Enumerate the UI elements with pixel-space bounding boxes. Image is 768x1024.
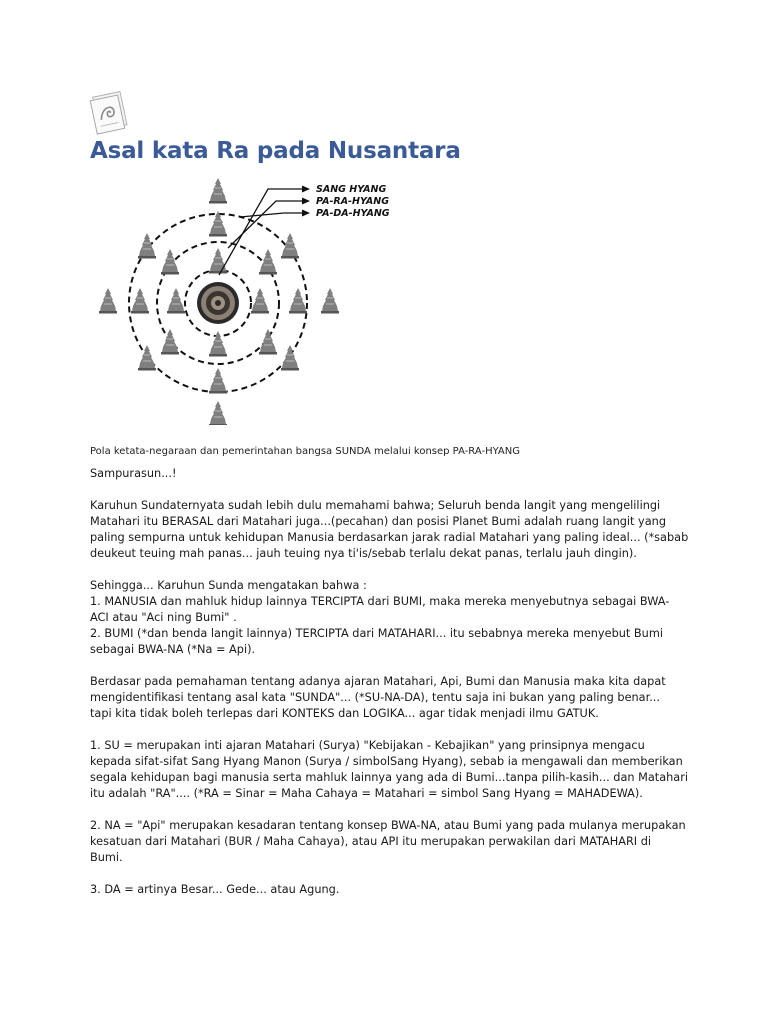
article-body [90,466,700,914]
paragraph: 3. DA = artinya Besar... Gede... atau Agung. [90,883,340,896]
document-icon [88,88,132,136]
figure-caption: Pola ketata-negaraan dan pemerintahan bangsa SUNDA melalui konsep PA-RA-HYANG [90,446,520,457]
label-sang-hyang: SANG HYANG [316,184,387,195]
label-pa-ra-hyang: PA-RA-HYANG [316,196,390,207]
paragraph: Karuhun Sundaternyata sudah lebih dulu memahami bahwa; Seluruh benda langit yang mengelilingi Matahari itu BERASAL dari Matahari juga...(pecahan) dan posisi Planet Bumi adalah ruang langit yang paling sempurna untuk kehidupan Manusia berdasarkan jarak radial Matahari yang paling ideal... (*sabab deukeut teuing mah panas... jauh teuing nya ti'is/sebab terlalu dekat panas, terlalu jauh dingin). [90,499,689,560]
sun-icon [197,282,239,324]
paragraph: Berdasar pada pemahaman tentang adanya ajaran Matahari, Api, Bumi dan Manusia maka kita dapat mengidentifikasi tentang asal kata "SUNDA"... (*SU-NA-DA), tentu saja ini bukan yang paling benar... tapi kita tidak boleh terlepas dari KONTEKS dan LOGIKA... agar tidak menjadi ilmu GATUK. [90,675,666,720]
paragraph: 1. SU = merupakan inti ajaran Matahari (Surya) "Kebijakan - Kebajikan" yang prinsipnya mengacu kepada sifat-sifat Sang Hyang Manon (Surya / simbolSang Hyang), sebab ia mengawali dan memberikan segala kehidupan bagi manusia serta mahluk lainnya yang ada di Bumi...tanpa pilih-kasih... dan Matahari itu adalah "RA".... (*RA = Sinar = Maha Cahaya = Matahari = simbol Sang Hyang = MAHADEWA). [90,739,689,800]
page-title: Asal kata Ra pada Nusantara [90,138,461,164]
paragraph: Sehingga... Karuhun Sunda mengatakan bahwa : 1. MANUSIA dan mahluk hidup lainnya TERCIPTA dari BUMI, maka mereka menyebutnya sebagai BWA- ACI atau "Aci ning Bumi" . 2. BUMI (*dan benda langit lainnya) TERCIPTA dari MATAHARI... itu sebabnya mereka menyebut Bumi sebagai BWA-NA (*Na = Api). [90,579,670,656]
paragraph: 2. NA = "Api" merupakan kesadaran tentang konsep BWA-NA, atau Bumi yang pada mulanya merupakan kesatuan dari Matahari (BUR / Maha Cahaya), atau API itu merupakan perwakilan dari MATAHARI di Bumi. [90,819,686,864]
paragraph-greeting: Sampurasun...! [90,467,177,480]
parahyang-diagram [90,175,430,425]
label-pa-da-hyang: PA-DA-HYANG [316,208,390,219]
